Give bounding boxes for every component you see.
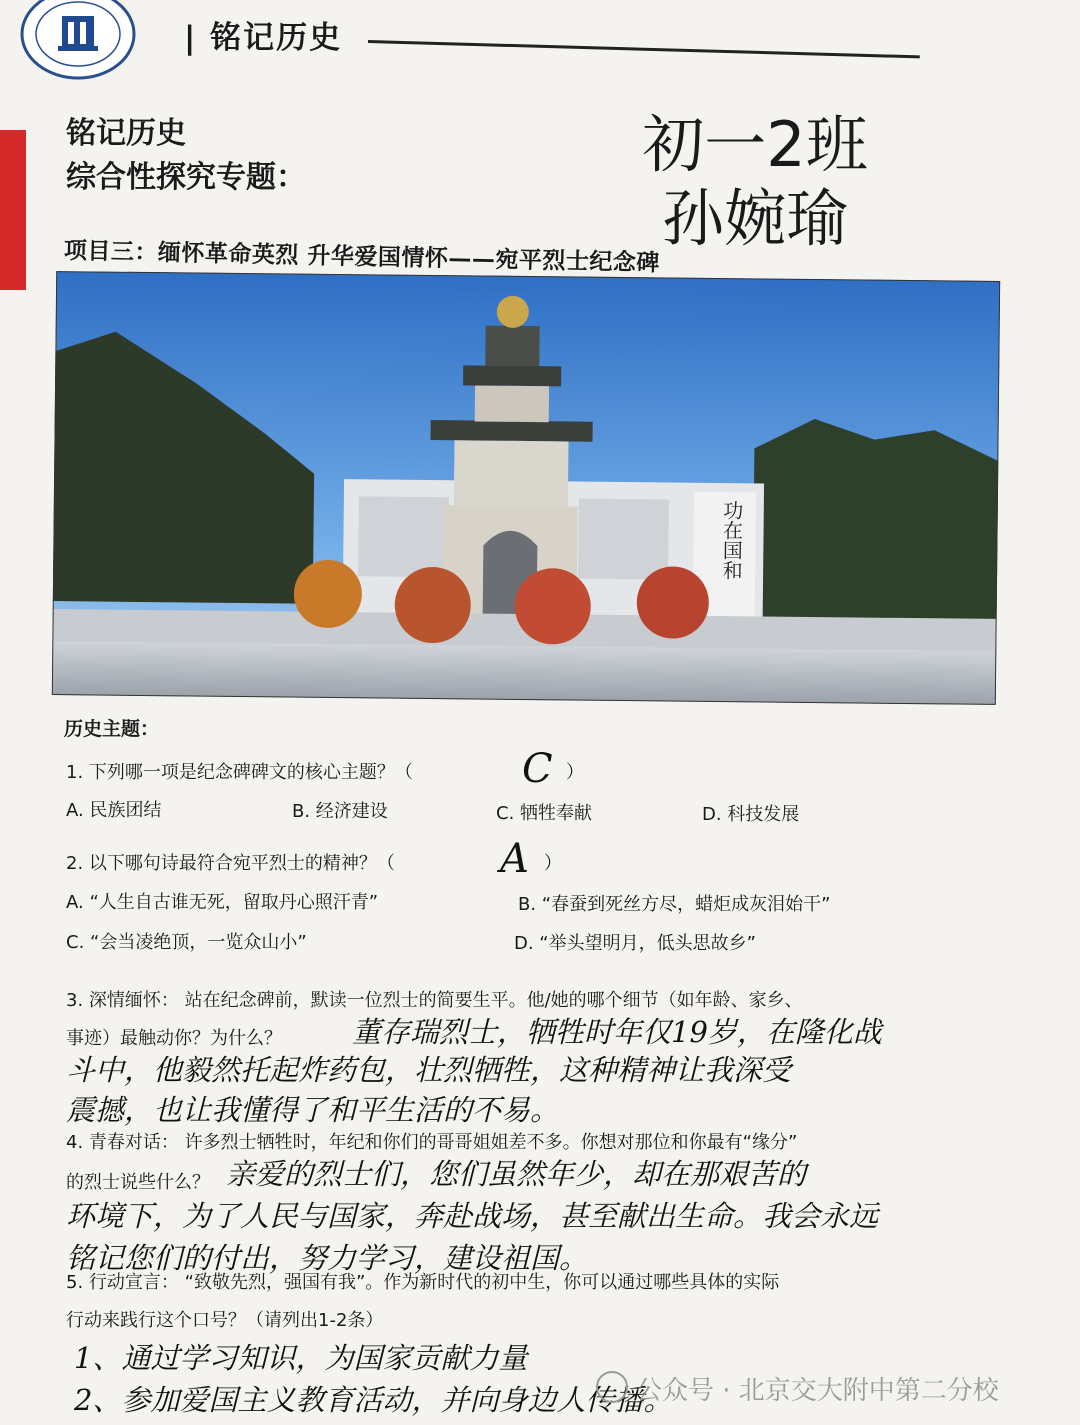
q2-option-d: D. “举头望明月，低头思故乡”: [514, 933, 756, 954]
red-side-tab: [0, 130, 26, 290]
q4-answer-line-3: 铭记您们的付出，努力学习，建设祖国。: [66, 1241, 589, 1275]
q1-prompt: 1. 下列哪一项是纪念碑碑文的核心主题？（: [66, 762, 413, 783]
student-class: 初一2班: [642, 108, 868, 181]
q1-option-b: B. 经济建设: [292, 801, 388, 822]
q5-answer-line-2: 2、参加爱国主义教育活动，并向身边人传播。: [74, 1383, 673, 1417]
q2-option-c: C. “会当凌绝顶，一览众山小”: [66, 932, 307, 953]
q1-option-d: D. 科技发展: [702, 804, 800, 825]
q4-prompt-line-1: 4. 青春对话： 许多烈士牺牲时，年纪和你们的哥哥姐姐差不多。你想对那位和你最有“缘分”: [66, 1132, 798, 1153]
header-underline: [368, 40, 920, 58]
section-title: 历史主题：: [64, 718, 160, 740]
photo-inscription: 功在国和: [719, 500, 744, 581]
q1-option-a: A. 民族团结: [66, 800, 162, 821]
q5-prompt-line-2: 行动来践行这个口号？（请列出1-2条）: [66, 1310, 384, 1331]
q2-answer: A: [500, 836, 529, 882]
school-logo: [14, 0, 142, 94]
q3-answer-line-2: 斗中，他毅然托起炸药包，壮烈牺牲，这种精神让我深受: [66, 1053, 792, 1087]
q2-close: ）: [544, 853, 562, 874]
q4-prompt-line-2: 的烈士说些什么？: [66, 1172, 210, 1193]
q4-answer-line-2: 环境下，为了人民与国家，奔赴战场，甚至献出生命。我会永远: [66, 1199, 879, 1233]
q3-answer-line-3: 震撼，也让我懂得了和平生活的不易。: [66, 1093, 560, 1127]
watermark-text: 公众号 · 北京交大附中第二分校: [636, 1376, 999, 1406]
student-name: 孙婉瑜: [661, 182, 848, 255]
wechat-icon: [596, 1371, 628, 1403]
q1-option-c: C. 牺牲奉献: [496, 803, 593, 824]
student-info: [640, 108, 870, 256]
topic-line-1: 铭记历史: [66, 116, 186, 151]
header-title: | 铭记历史: [184, 20, 343, 56]
q4-answer-line-1: 亲爱的烈士们，您们虽然年少，却在那艰苦的: [226, 1157, 807, 1191]
q5-prompt-line-1: 5. 行动宣言： “致敬先烈，强国有我”。作为新时代的初中生，你可以通过哪些具体的实际: [66, 1272, 780, 1293]
q1-answer: C: [522, 746, 553, 792]
watermark: [596, 1370, 999, 1407]
project-title: 项目三：缅怀革命英烈 升华爱国情怀——宛平烈士纪念碑: [63, 238, 661, 277]
q2-prompt: 2. 以下哪句诗最符合宛平烈士的精神？（: [66, 853, 395, 874]
topic-line-2: 综合性探究专题：: [66, 160, 306, 195]
q2-option-b: B. “春蚕到死丝方尽，蜡炬成灰泪始干”: [518, 894, 831, 915]
memorial-photo: [52, 271, 1000, 705]
q1-close: ）: [566, 762, 584, 783]
topic-heading: [66, 112, 306, 200]
q5-answer-line-1: 1、通过学习知识，为国家贡献力量: [74, 1341, 528, 1375]
q3-prompt-line-2: 事迹）最触动你？为什么？: [66, 1028, 282, 1049]
q3-answer-line-1: 董存瑞烈士，牺牲时年仅19岁，在隆化战: [352, 1015, 882, 1049]
q2-option-a: A. “人生自古谁无死，留取丹心照汗青”: [66, 892, 379, 913]
q3-prompt-line-1: 3. 深情缅怀： 站在纪念碑前，默读一位烈士的简要生平。他/她的哪个细节（如年龄、家乡、: [66, 990, 803, 1011]
